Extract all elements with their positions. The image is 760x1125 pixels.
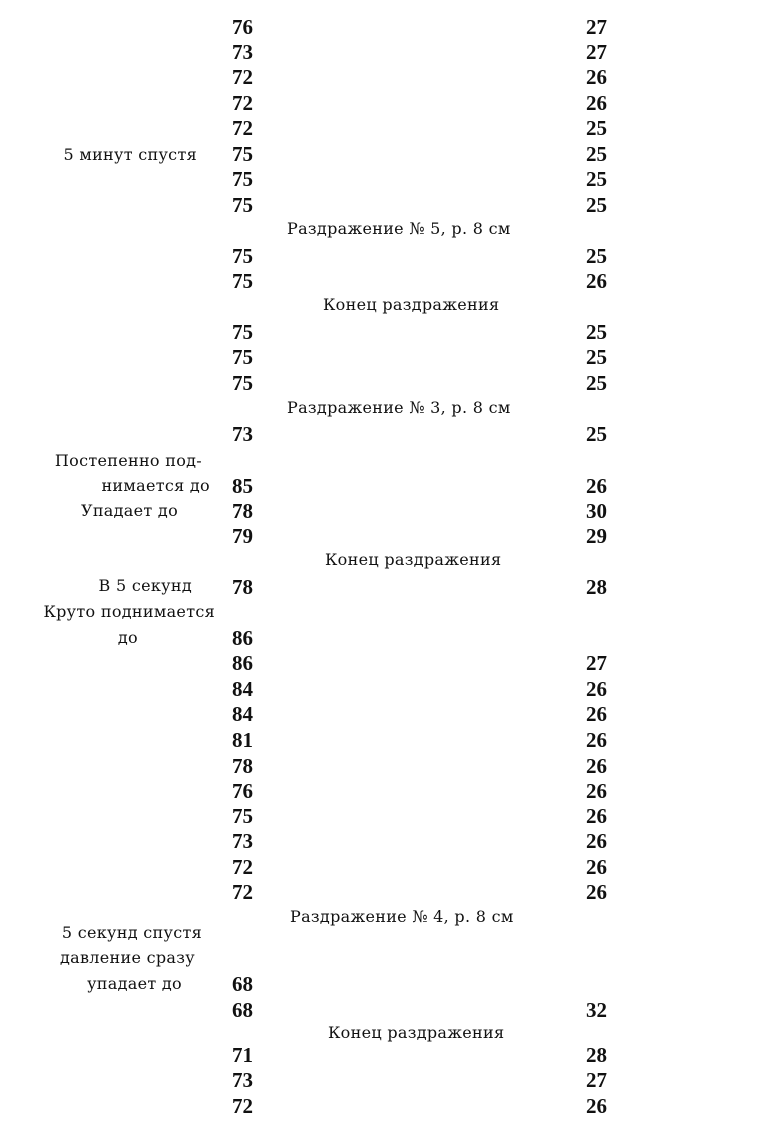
- left-value: 72: [232, 880, 253, 904]
- side-label: давление сразу: [60, 948, 195, 967]
- right-value: 25: [586, 345, 607, 369]
- stimulus-note: Конец раздражения: [325, 550, 502, 569]
- right-value: 26: [586, 855, 607, 879]
- right-value: 26: [586, 474, 607, 498]
- left-value: 86: [232, 626, 253, 650]
- left-value: 84: [232, 677, 253, 701]
- right-value: 32: [586, 998, 607, 1022]
- right-value: 25: [586, 244, 607, 268]
- left-value: 73: [232, 829, 253, 853]
- right-value: 26: [586, 677, 607, 701]
- right-value: 27: [586, 651, 607, 675]
- side-label: Постепенно под-: [54, 451, 202, 470]
- right-value: 25: [586, 422, 607, 446]
- left-value: 75: [232, 804, 253, 828]
- left-value: 84: [232, 702, 253, 726]
- stimulus-note: Раздражение № 3, р. 8 см: [287, 398, 511, 417]
- right-value: 26: [586, 880, 607, 904]
- stimulus-note: Раздражение № 4, р. 8 см: [290, 907, 514, 926]
- right-value: 26: [586, 804, 607, 828]
- left-value: 75: [232, 269, 253, 293]
- left-value: 79: [232, 524, 253, 548]
- side-label: 5 секунд спустя: [61, 923, 202, 942]
- right-value: 25: [586, 116, 607, 140]
- left-value: 75: [232, 320, 253, 344]
- left-value: 75: [232, 345, 253, 369]
- side-label: 5 минут спустя: [63, 145, 197, 164]
- right-value: 26: [586, 269, 607, 293]
- left-value: 81: [232, 728, 253, 752]
- right-value: 26: [586, 728, 607, 752]
- right-value: 30: [586, 499, 607, 523]
- left-value: 73: [232, 40, 253, 64]
- side-label: Упадает до: [80, 501, 178, 520]
- left-value: 68: [232, 972, 253, 996]
- left-value: 78: [232, 499, 253, 523]
- side-label: Круто поднимается: [43, 602, 215, 621]
- left-value: 75: [232, 371, 253, 395]
- right-value: 27: [586, 1068, 607, 1092]
- stimulus-note: Раздражение № 5, р. 8 см: [287, 219, 511, 238]
- left-value: 75: [232, 167, 253, 191]
- side-label: упадает до: [87, 974, 182, 993]
- left-value: 78: [232, 575, 253, 599]
- right-value: 25: [586, 142, 607, 166]
- left-value: 85: [232, 474, 253, 498]
- right-value: 26: [586, 754, 607, 778]
- left-value: 75: [232, 193, 253, 217]
- side-label: нимается до: [101, 476, 210, 495]
- left-value: 75: [232, 244, 253, 268]
- left-value: 72: [232, 855, 253, 879]
- right-value: 27: [586, 15, 607, 39]
- left-value: 72: [232, 65, 253, 89]
- right-value: 29: [586, 524, 607, 548]
- right-value: 26: [586, 702, 607, 726]
- right-value: 26: [586, 829, 607, 853]
- left-value: 72: [232, 91, 253, 115]
- right-value: 28: [586, 1043, 607, 1067]
- right-value: 25: [586, 371, 607, 395]
- right-value: 28: [586, 575, 607, 599]
- right-value: 25: [586, 320, 607, 344]
- side-label: до: [117, 628, 138, 647]
- stimulus-note: Конец раздражения: [328, 1023, 505, 1042]
- left-value: 72: [232, 1094, 253, 1118]
- right-value: 26: [586, 1094, 607, 1118]
- left-value: 76: [232, 15, 253, 39]
- left-value: 76: [232, 779, 253, 803]
- left-value: 73: [232, 422, 253, 446]
- right-value: 25: [586, 193, 607, 217]
- left-value: 71: [232, 1043, 253, 1067]
- right-value: 26: [586, 91, 607, 115]
- left-value: 75: [232, 142, 253, 166]
- stimulus-note: Конец раздражения: [323, 295, 500, 314]
- left-value: 68: [232, 998, 253, 1022]
- left-value: 78: [232, 754, 253, 778]
- right-value: 26: [586, 779, 607, 803]
- left-value: 72: [232, 116, 253, 140]
- left-value: 86: [232, 651, 253, 675]
- right-value: 26: [586, 65, 607, 89]
- side-label: В 5 секунд: [98, 576, 192, 595]
- right-value: 25: [586, 167, 607, 191]
- right-value: 27: [586, 40, 607, 64]
- left-value: 73: [232, 1068, 253, 1092]
